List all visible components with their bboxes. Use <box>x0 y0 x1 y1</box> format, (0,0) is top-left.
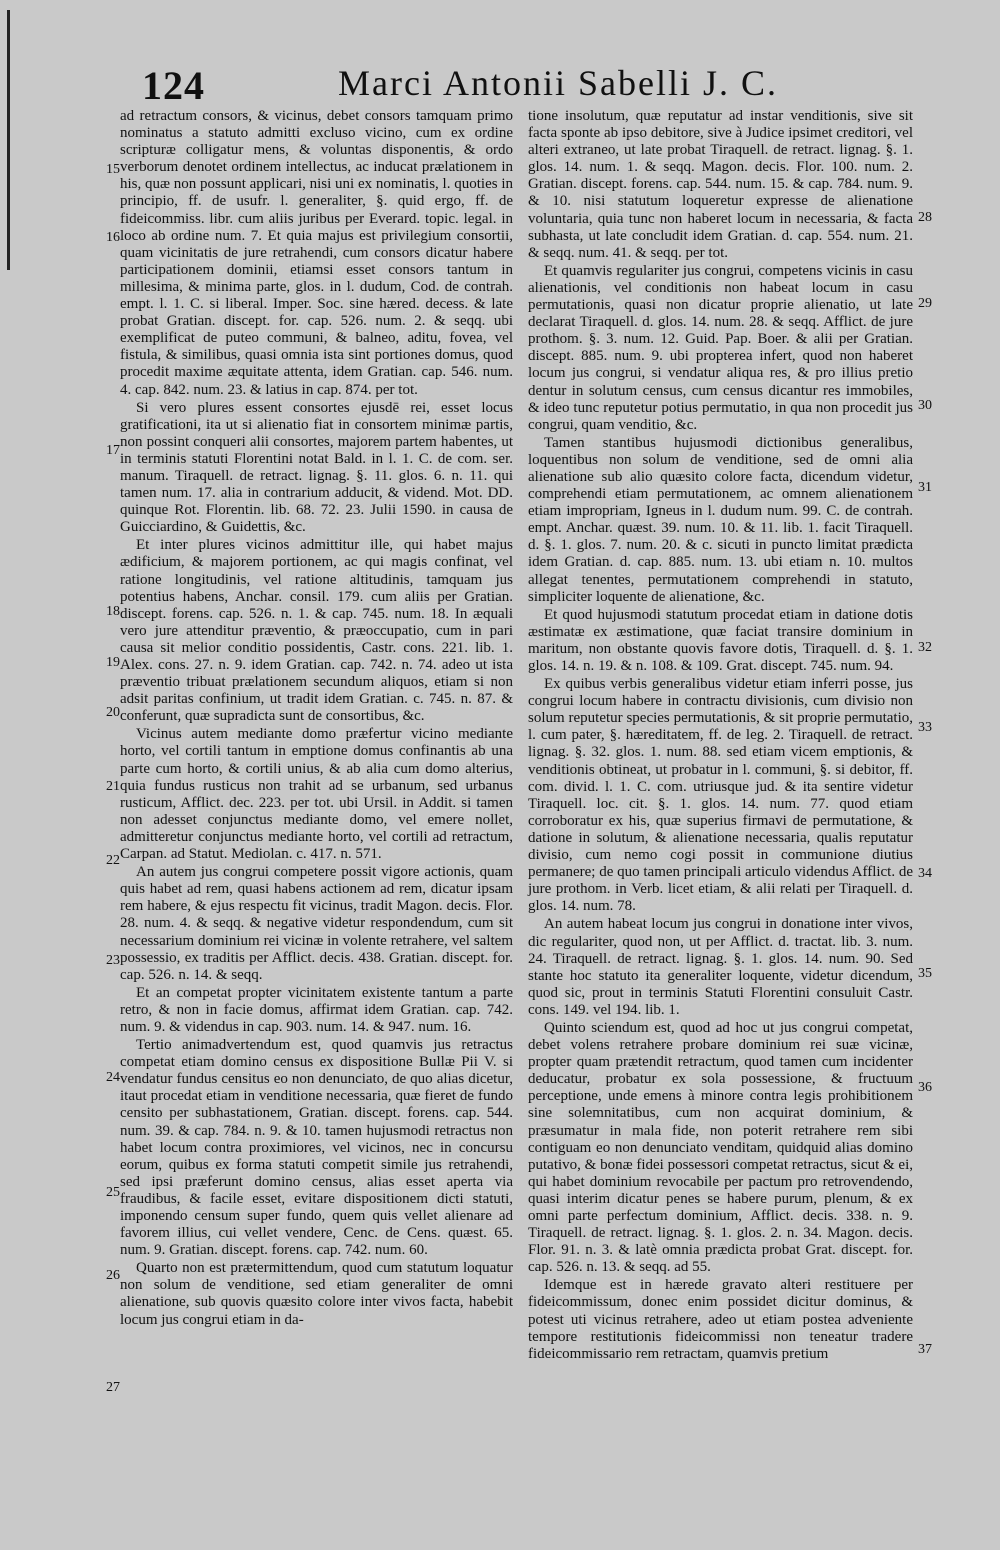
margin-number: 26 <box>106 1268 120 1283</box>
running-head: Marci Antonii Sabelli J. C. <box>338 63 778 103</box>
left-paragraph-7: Tertio animadvertendum est, quod quamvis jus retractus competat etiam domino census ex dispositione Bullæ Pii V. si vendatur fundus censitus eo non denunciato, de quo alias dicetur, itaut procedat etiam in venditione necessaria, quæ fieret de fundo censito per subhastationem, Gratian. discept. forens. cap. 544. num. 39. & cap. 784. n. 9. & 10. tamen hujusmodi retractus non habet locum contra proximiores, vel vicinos, nec in concursu eorum, quibus ex forma statuti competit simile jus retrahendi, sed ipsi præferunt domino census, alias esset aperta via fraudibus, & facile esset, evitare dispositionem dicti statuti, imponendo censum super fundo, quem quis vellet alienare ad favorem illius, cui vellet vendere, Cenc. de Cens. quæst. 65. num. 9. Gratian. discept. forens. cap. 742. num. 60. <box>120 1037 513 1259</box>
right-paragraph-6: An autem habeat locum jus congrui in donatione inter vivos, dic regulariter, quod non, ut per Afflict. d. tractat. lib. 3. num. 24. Tiraquell. de retract. lignag. §. 1. glos. 14. num. 90. Sed stante hoc statuto ita generaliter loquente, videtur dicendum, quod sic, prout in terminis Statuti Florentini consuluit Castr. cons. 149. vel 194. lib. 1. <box>528 916 913 1018</box>
margin-number: 22 <box>106 853 120 868</box>
margin-number: 32 <box>918 640 932 655</box>
margin-number: 31 <box>918 480 932 495</box>
margin-number: 28 <box>918 210 932 225</box>
right-paragraph-5: Ex quibus verbis generalibus videtur etiam inferri posse, jus congrui locum habere in contractu divisionis, cum divisio non solum reputetur species permutationis, & sit proprie permutatio, l. cum pater, §. hæreditatem, ff. de leg. 2. Tiraquell. de retract. lignag. §. 32. glos. 1. num. 88. sed etiam vicem emptionis, & venditionis obtineat, ut probatur in l. communi, §. si debitor, ff. com. divid. l. 1. C. com. utriusque jud. & ita sentire videtur Tiraquell. loc. cit. §. 1. glos. 14. num. 77. quod etiam corroboratur ex his, quæ superius firmavi de permutatione, & datione in solutum, & alienatione necessaria, qualis reputatur divisio, cum nemo cogi possit in communione diutius permanere; de quo tamen principali articulo videndus Afflict. de jure prothom. in Verb. licet etiam, & alii relati per Tiraquell. d. glos. 14. num. 78. <box>528 676 914 915</box>
margin-number: 37 <box>918 1342 932 1357</box>
margin-number: 29 <box>918 296 932 311</box>
left-column <box>120 108 513 1330</box>
right-column <box>528 108 913 1364</box>
margin-number: 18 <box>106 604 120 619</box>
margin-number: 27 <box>106 1380 120 1395</box>
page-number: 124 <box>142 63 205 108</box>
right-paragraph-1: tione insolutum, quæ reputatur ad instar venditionis, sive sit facta sponte ab ipso debitore, sive à Judice ipsimet creditori, vel alteri extraneo, ut late probat Tiraquell. de retract. lignag. §. 1. glos. 14. num. 1. & seqq. Magon. decis. Flor. 100. num. 2. Gratian. discept. forens. cap. 544. num. 15. & cap. 784. num. 9. & 10. nisi statutum loqueretur expresse de alienatione voluntaria, quia tunc non haberet locum in necessaria, & facta subhasta, ut late concludit idem Gratian. d. cap. 554. num. 21. & seqq. num. 41. & seqq. per tot. <box>528 108 913 261</box>
margin-number: 33 <box>918 720 932 735</box>
right-paragraph-7: Quinto sciendum est, quod ad hoc ut jus congrui competat, debet volens retrahere probare dominium rei suæ vicinæ, propter quam prætendit retractum, quod tamen cum incidenter deducatur, probatur ex sola possessione, & fructuum perceptione, unde emens à minore contra legis prohibitionem sine solemnitatibus, cum non acquirat dominium, & præsumatur in mala fide, non poterit retrahere rem sibi contiguam eo non denunciato venditam, quidquid alias domino putativo, & bonæ fidei possessori competat retractus, sicut & ei, qui habet dominium revocabile per pactum pro retrovendendo, quasi interim dicatur penes se habere purum, plenum, & ex omni parte perfectum dominium, Afflict. decis. 338. n. 9. Tiraquell. de retract. lignag. §. 1. glos. 2. n. 34. Magon. decis. Flor. 91. n. 3. & latè omnia prædicta probat Grat. discept. for. cap. 526. n. 13. & seqq. ad 55. <box>528 1019 913 1276</box>
margin-number: 35 <box>918 966 932 981</box>
left-paragraph-1: ad retractum consors, & vicinus, debet consors tamquam primo nominatus a statuto admitti excluso vicino, cum ex ordine scripturæ colligatur mens, & voluntas disponentis, & ordo verborum denotet ordinem intellectus, ac inducat prælationem in his, quæ non possunt applicari, nisi uni ex nominatis, l. quoties in principio, ff. de usufr. l. generaliter, §. quid ergo, ff. de fideicommiss. libr. cum aliis juribus per Everard. topic. legal. in loco ab ordine num. 7. Et quia majus est privilegium consortii, quam vicinitatis de jure retrahendi, cum consors dicatur habere participationem dominii, etiamsi esset consors tantum in millesima, & minima parte, glos. in l. dudum, Cod. de contrah. empt. l. 1. C. si liberal. Imper. Soc. sine hæred. decess. & late probat Gratian. discept. for. cap. 526. num. 2. & seqq. ubi exemplificat de puteo communi, & balneo, aditu, fovea, vel fistula, & similibus, quasi omnia ista sint portiones domus, quod procedit maxime æquitate attenta, idem Gratian. cap. 546. num. 4. cap. 842. num. 23. & latius in cap. 874. per tot. <box>120 108 513 398</box>
page-edge-line <box>7 10 10 270</box>
margin-number: 20 <box>106 705 120 720</box>
left-paragraph-4: Vicinus autem mediante domo præfertur vicino mediante horto, vel cortili tantum in emptione domus confinantis ab una parte cum horto, & cortili unius, & ab alia cum domo alterius, quia fundus rusticus non trahit ad se urbanum, sed urbanus rusticum, Afflict. dec. 223. per tot. ubi Ursil. in Addit. si tamen non adesset conjunctus mediante domo, vel emere nollet, admitteretur conjunctus mediante horto, vel cortili ad retractum, Carpan. ad Statut. Mediolan. c. 417. n. 571. <box>120 726 513 863</box>
margin-number: 36 <box>918 1080 932 1095</box>
right-paragraph-8: Idemque est in hærede gravato alteri restituere per fideicommissum, donec enim possidet dicitur dominus, & potest uti vicinus retrahere, adeo ut etiam postea adveniente tempore restitutionis fideicommissi non teneatur tradere fideicommissario rem retractam, quamvis pretium <box>528 1277 913 1362</box>
left-paragraph-2: Si vero plures essent consortes ejusdē rei, esset locus gratificationi, ita ut si alienatio fiat in consortem minimæ partis, non possint conqueri alii consortes, majorem partem habentes, ut in terminis statuti Florentini notat Bald. in l. 1. C. de com. ser. manum. Tiraquell. de retract. lignag. §. 11. glos. 6. n. 11. qui tamen num. 17. alia in contrarium adducit, & vidend. Mot. DD. quinque Rot. Florentin. lib. 68. 72. 23. Julii 1590. in causa de Guicciardino, & Guidettis, &c. <box>120 399 513 536</box>
margin-number: 30 <box>918 398 932 413</box>
right-paragraph-4: Et quod hujusmodi statutum procedat etiam in datione dotis æstimatæ ex æstimatione, quæ faciat transire dominium in maritum, non obstante quovis favore dotis, Tiraquell. d. §. 1. glos. 14. n. 19. & n. 108. & 109. Grat. discept. 745. num. 94. <box>528 606 913 674</box>
margin-number: 24 <box>106 1070 120 1085</box>
right-paragraph-3: Tamen stantibus hujusmodi dictionibus generalibus, loquentibus non solum de venditione, sed de omni alia alienatione sub alio quæsito colore facta, dicendum videtur, comprehendi etiam permutationem, ac omnem alienationem etiam impropriam, Igneus in l. dudum num. 99. C. de contrah. empt. Anchar. quæst. 39. num. 10. & 11. lib. 1. facit Tiraquell. d. §. 1. glos. 7. num. 20. & c. sicuti in puncto limitat prædicta idem Gratian. d. cap. 885. num. 13. ubi etiam n. 10. multos allegat tenentes, permutationem comprehendi in statuto, simpliciter loquente de alienatione, &c. <box>528 434 913 605</box>
left-paragraph-8: Quarto non est prætermittendum, quod cum statutum loquatur non solum de venditione, sed etiam generaliter de omni alienatione, sub quovis quæsito colore inter vivos facta, habebit locum jus congrui etiam in da- <box>120 1260 513 1328</box>
left-paragraph-3: Et inter plures vicinos admittitur ille, qui habet majus ædificium, & majorem portionem, ac qui magis confinat, vel ratione longitudinis, vel ratione altitudinis, tamquam jus potentius habens, Anchar. consil. 179. cum aliis per Gratian. discept. forens. cap. 526. n. 1. & cap. 745. num. 18. In æquali vero jure attenditur præventio, & præoccupatio, cum in pari causa sit melior conditio possidentis, Castr. cons. 221. lib. 1. Alex. cons. 27. n. 9. idem Gratian. cap. 742. n. 74. adeo ut ista præventio tribuat prælationem secundum aliquos, etiam si non adsit paritas confinium, ut tradit idem Gratian. c. 745. n. 87. & conferunt, quæ supradicta sunt de consortibus, &c. <box>120 537 513 725</box>
margin-number: 23 <box>106 953 120 968</box>
margin-number: 34 <box>918 866 932 881</box>
left-paragraph-5: An autem jus congrui competere possit vigore actionis, quam quis habet ad rem, quasi habens actionem ad rem, dicatur ipsam rem habere, & ejus respectu fit vicinus, tradit Magon. decis. Flor. 28. num. 4. & seqq. & negative videtur respondendum, cum sit necessarium dominium rei vicinæ in volente retrahere, vel saltem possessio, ex traditis per Afflict. decis. 438. Gratian. discept. for. cap. 526. n. 14. & seqq. <box>120 864 513 983</box>
margin-number: 25 <box>106 1185 120 1200</box>
margin-number: 19 <box>106 655 120 670</box>
margin-number: 21 <box>106 779 120 794</box>
margin-number: 16 <box>106 230 120 245</box>
margin-number: 17 <box>106 443 120 458</box>
margin-number: 15 <box>106 162 120 177</box>
right-paragraph-2: Et quamvis regulariter jus congrui, competens vicinis in casu alienationis, vel conditionis non habeat locum in casu permutationis, quasi non dicatur proprie alienatio, ut late declarat Tiraquell. d. glos. 14. num. 28. & seqq. Afflict. de jure prothom. §. 3. num. 12. Guid. Pap. Boer. & alii per Gratian. discept. 885. num. 9. ubi propterea infert, quod non haberet locum jus congrui, si vendatur aliqua res, & pro illius pretio dentur in solutum census, cum census dicantur res immobiles, & ideo tunc reputetur potius permutatio, in qua non procedit jus congrui, quam venditio, &c. <box>528 262 913 433</box>
left-paragraph-6: Et an competat propter vicinitatem existente tantum a parte retro, & non in facie domus, affirmat idem Gratian. cap. 742. num. 9. & videndus in cap. 903. num. 14. & 947. num. 16. <box>120 984 513 1035</box>
